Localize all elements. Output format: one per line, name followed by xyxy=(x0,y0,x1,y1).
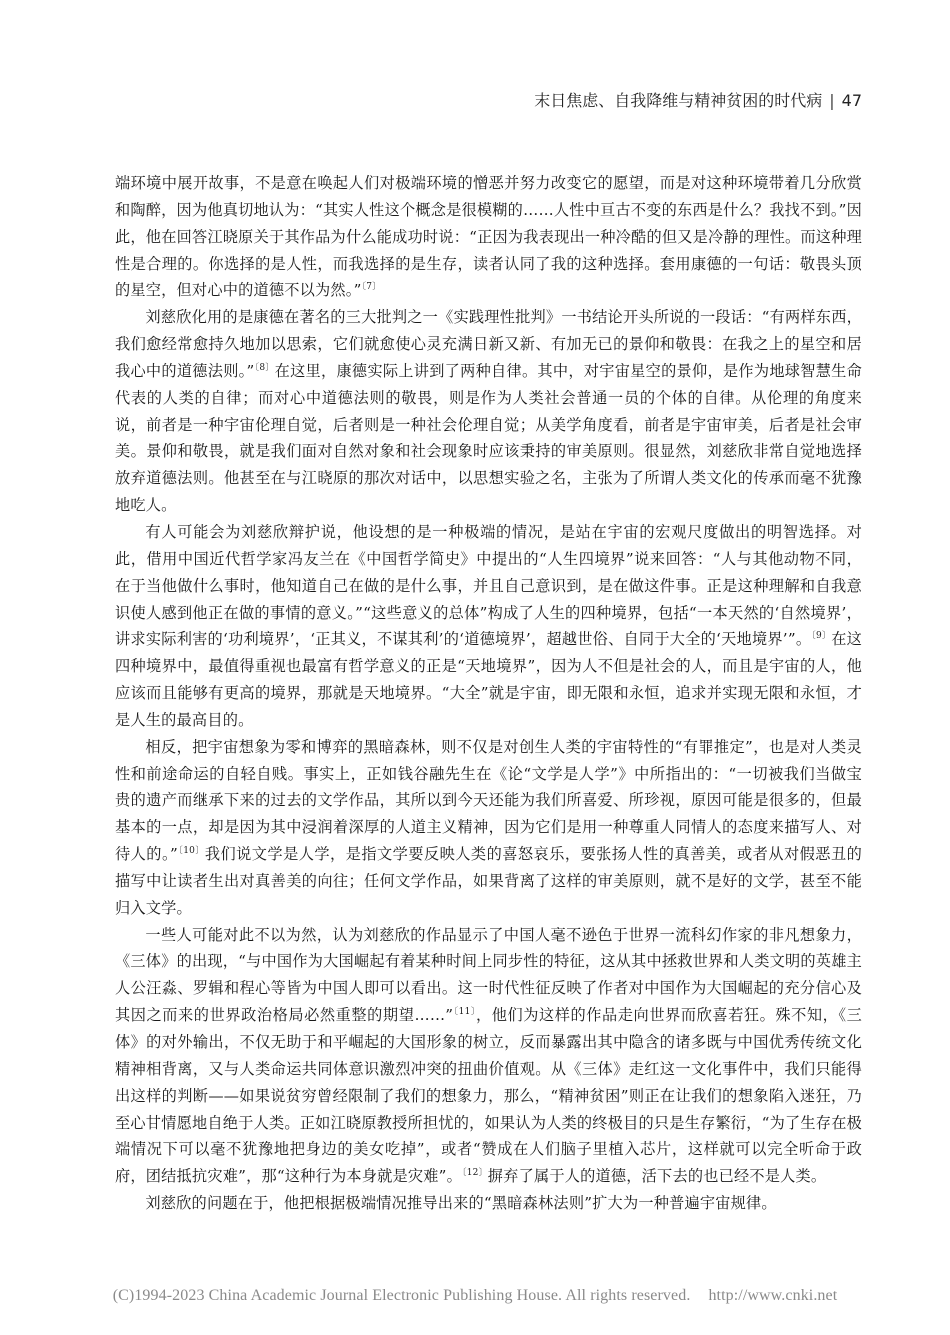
paragraph-6 xyxy=(115,1190,862,1217)
paragraph-text: 相反，把宇宙想象为零和博弈的黑暗森林，则不仅是对创生人类的宇宙特性的“有罪推定”，也是对人类灵性和前途命运的自轻自贱。事实上，正如钱谷融先生在《论“文学是人学”》中所指出的：“一切被我们当做宝贵的遗产而继承下来的过去的文学作品，其所以到今天还能为我们所喜爱、所珍视，原因可能是很多的，但最基本的一点，却是因为其中浸润着深厚的人道主义精神，因为它们是用一种尊重人同情人的态度来描写人、对待人的。” xyxy=(115,737,862,864)
page-number: 47 xyxy=(841,91,862,110)
footer-url[interactable]: http://www.cnki.net xyxy=(708,1287,838,1304)
paragraph-3 xyxy=(115,519,862,734)
running-header xyxy=(534,88,862,111)
citation-ref: 〔10〕 xyxy=(177,846,205,857)
copyright-footer xyxy=(0,1287,950,1305)
paragraph-text: 端环境中展开故事，不是意在唤起人们对极端环境的憎恶并努力改变它的愿望，而是对这种环境带着几分欣赏和陶醉，因为他真切地认为：“其实人性这个概念是很模糊的……人性中亘古不变的东西是什么？我找不到。”因此，他在回答江晓原关于其作品为什么能成功时说：“正因为我表现出一种冷酷的但又是冷静的理性。而这种理性是合理的。你选择的是人性，而我选择的是生存，读者认同了我的这种选择。套用康德的一句话：敬畏头顶的星空，但对心中的道德不以为然。” xyxy=(115,174,862,300)
paragraph-text: 刘慈欣的问题在于，他把根据极端情况推导出来的“黑暗森林法则”扩大为一种普遍宇宙规律。 xyxy=(145,1194,777,1213)
paragraph-text: 一些人可能对此不以为然，认为刘慈欣的作品显示了中国人毫不逊色于世界一流科幻作家的非凡想象力，《三体》的出现，“与中国作为大国崛起有着某种时间上同步性的特征，这从其中拯救世界和人类文明的英雄主人公汪淼、罗辑和程心等皆为中国人即可以看出。这一时代性征反映了作者对中国作为大国崛起的充分信心及其因之而来的世界政治格局必然重整的期望……” xyxy=(115,925,862,1025)
header-separator: | xyxy=(829,91,835,110)
paragraph-text: 在这里，康德实际上讲到了两种自律。其中，对宇宙星空的景仰，是作为地球智慧生命代表的人类的自律；而对心中道德法则的敬畏，则是作为人类社会普通一员的个体的自律。从伦理的角度来说，前者是一种宇宙伦理自觉，后者则是一种社会伦理自觉；从美学角度看，前者是宇宙审美，后者是社会审美。景仰和敬畏，就是我们面对自然对象和社会现象时应该秉持的审美原则。很显然，刘慈欣非常自觉地选择放弃道德法则。他甚至在与江晓原的那次对话中，以思想实验之名，主张为了所谓人类文化的传承而毫不犹豫地吃人。 xyxy=(115,361,862,515)
header-title: 末日焦虑、自我降维与精神贫困的时代病 xyxy=(534,91,823,110)
citation-ref: 〔8〕 xyxy=(254,362,275,373)
paragraph-5 xyxy=(115,922,862,1190)
paragraph-text: ，他们为这样的作品走向世界而欣喜若狂。殊不知，《三体》的对外输出，不仅无助于和平崛起的大国形象的树立，反而暴露出其中隐含的诸多既与中国优秀传统文化精神相背离，又与人类命运共同体意识激烈冲突的扭曲价值观。从《三体》走红这一文化事件中，我们只能得出这样的判断——如果说贫穷曾经限制了我们的想象力，那么，“精神贫困”则正在让我们的想象陷入迷狂，乃至心甘情愿地自绝于人类。正如江晓原教授所担忧的，如果认为人类的终极目的只是生存繁衍，“为了生存在极端情况下可以毫不犹豫地把身边的美女吃掉”，或者“赞成在人们脑子里植入芯片，这样就可以完全听命于政府，团结抵抗灾难”，那“这种行为本身就是灾难”。 xyxy=(115,1006,862,1186)
citation-ref: 〔9〕 xyxy=(811,631,832,642)
copyright-text: (C)1994-2023 China Academic Journal Electronic Publishing House. All rights reserved. xyxy=(112,1287,691,1304)
article-body xyxy=(115,170,862,1217)
citation-ref: 〔11〕 xyxy=(453,1007,476,1018)
paragraph-2 xyxy=(115,304,862,519)
paragraph-text: 在这四种境界中，最值得重视也最富有哲学意义的正是“天地境界”，因为人不但是社会的人，而且是宇宙的人，他应该而且能够有更高的境界，那就是天地境界。“大全”就是宇宙，即无限和永恒，追求并实现无限和永恒，才是人生的最高目的。 xyxy=(115,630,862,729)
paragraph-text: 刘慈欣化用的是康德在著名的三大批判之一《实践理性批判》一书结论开头所说的一段话：“有两样东西，我们愈经常愈持久地加以思索，它们就愈使心灵充满日新又新、有加无已的景仰和敬畏：在我之上的星空和居我心中的道德法则。” xyxy=(115,308,862,380)
paragraph-text: 有人可能会为刘慈欣辩护说，他设想的是一种极端的情况，是站在宇宙的宏观尺度做出的明智选择。对此，借用中国近代哲学家冯友兰在《中国哲学简史》中提出的“人生四境界”说来回答：“人与其他动物不同，在于当他做什么事时，他知道自己在做的是什么事，并且自己意识到，是在做这件事。正是这种理解和自我意识使人感到他正在做的事情的意义。”“这些意义的总体”构成了人生的四种境界，包括“一本天然的‘自然境界’，讲求实际利害的‘功利境界’，‘正其义，不谋其利’的‘道德境界’，超越世俗、自同于大全的‘天地境界’”。 xyxy=(115,522,862,649)
citation-ref: 〔12〕 xyxy=(462,1168,488,1179)
paragraph-text: 我们说文学是人学，是指文学要反映人类的喜怒哀乐，要张扬人性的真善美，或者从对假恶丑的描写中让读者生出对真善美的向往；任何文学作品，如果背离了这样的审美原则，就不是好的文学，甚至不能归入文学。 xyxy=(115,845,862,917)
paragraph-text: 摒弃了属于人的道德，活下去的也已经不是人类。 xyxy=(487,1167,827,1186)
paragraph-1 xyxy=(115,170,862,304)
paragraph-4 xyxy=(115,734,862,922)
citation-ref: 〔7〕 xyxy=(361,282,382,293)
